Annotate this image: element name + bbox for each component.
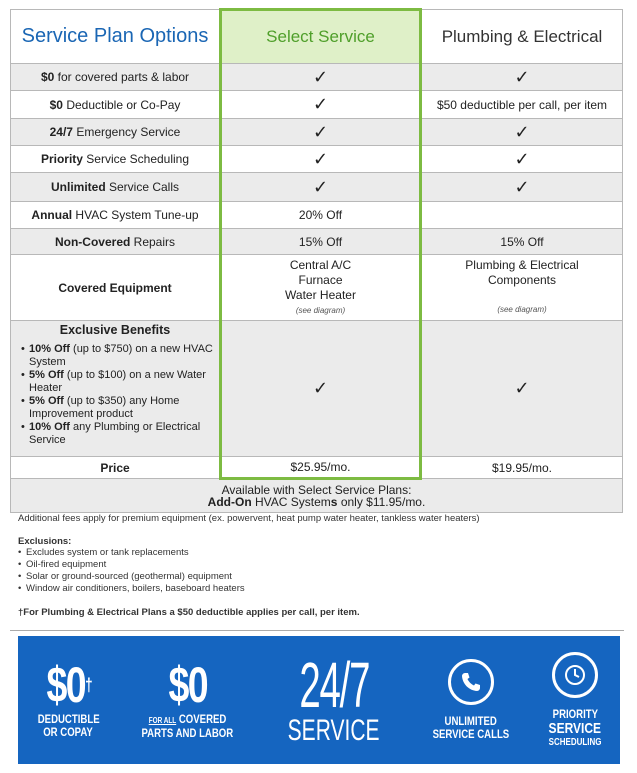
check-icon: ✓ (421, 119, 623, 146)
banner-item-24-7: 24/7 SERVICE (288, 649, 380, 747)
benefits-title: Exclusive Benefits (59, 323, 171, 337)
plan-select-service-header: Select Service (221, 10, 421, 64)
feature-label: Covered Equipment (11, 255, 221, 321)
list-item: • Solar or ground-sourced (geothermal) equipment (18, 571, 618, 583)
banner-item-parts-labor: $0 FOR ALL COVERED PARTS AND LABOR (141, 656, 234, 740)
see-diagram-note: (see diagram) (497, 305, 547, 314)
table-row (11, 173, 623, 202)
banner-item-deductible: $0† DEDUCTIBLE OR COPAY (37, 657, 100, 739)
table-title: Service Plan Options (11, 10, 221, 64)
banner-item-priority: PRIORITY SERVICE SCHEDULING (542, 652, 608, 749)
repairs-discount: 15% Off (421, 229, 623, 255)
check-icon: ✓ (221, 173, 421, 202)
table-row (11, 229, 623, 255)
list-item: • 5% Off (up to $350) any Home Improvement product (21, 395, 215, 420)
exclusions-list (18, 547, 618, 595)
phone-icon (448, 659, 494, 705)
tune-up-discount: 20% Off (221, 202, 421, 229)
table-row (11, 119, 623, 146)
table-row (11, 91, 623, 119)
clock-icon (552, 652, 598, 698)
divider (10, 630, 624, 631)
price-row (11, 457, 623, 479)
select-price: $25.95/mo. (221, 457, 421, 479)
check-icon: ✓ (221, 321, 421, 457)
see-diagram-note: (see diagram) (295, 305, 346, 315)
plan-plumbing-electrical-header: Plumbing & Electrical (421, 10, 623, 64)
benefits-list (15, 343, 215, 446)
addon-note: Available with Select Service Plans: Add-On HVAC Systems only $11.95/mo. (11, 479, 623, 513)
feature-label: 24/7 Emergency Service (11, 119, 221, 146)
check-icon: ✓ (221, 91, 421, 119)
benefits-banner (18, 636, 620, 764)
footnotes (18, 513, 618, 618)
equipment-row (11, 255, 623, 321)
plumbing-price: $19.95/mo. (421, 457, 623, 479)
feature-label: Unlimited Service Calls (11, 173, 221, 202)
addon-row (11, 479, 623, 513)
table-row (11, 202, 623, 229)
exclusions-title: Exclusions: (18, 536, 72, 547)
list-item: • Window air conditioners, boilers, baseboard heaters (18, 583, 618, 595)
fees-note: Additional fees apply for premium equipment (ex. powervent, heat pump water heater, tankless water heaters) (18, 513, 480, 524)
list-item: • Oil-fired equipment (18, 559, 618, 571)
list-item: • 10% Off (up to $750) on a new HVAC System (21, 343, 215, 368)
feature-label: $0 Deductible or Co-Pay (11, 91, 221, 119)
check-icon: ✓ (221, 64, 421, 91)
dagger-note: †For Plumbing & Electrical Plans a $50 deductible applies per call, per item. (18, 607, 360, 618)
repairs-discount: 15% Off (221, 229, 421, 255)
header-row (11, 10, 623, 64)
list-item: • 5% Off (up to $100) on a new Water Heater (21, 369, 215, 394)
table-row (11, 146, 623, 173)
check-icon: ✓ (421, 321, 623, 457)
select-equipment-list: Central A/C Furnace Water Heater (see diagram) (221, 255, 421, 321)
banner-item-unlimited: UNLIMITED SERVICE CALLS (423, 659, 519, 741)
table-row (11, 64, 623, 91)
feature-label: $0 for covered parts & labor (11, 64, 221, 91)
empty-cell (421, 202, 623, 229)
feature-label: Price (11, 457, 221, 479)
feature-label: Non-Covered Repairs (11, 229, 221, 255)
benefits-row (11, 321, 623, 457)
check-icon: ✓ (221, 119, 421, 146)
feature-label: Priority Service Scheduling (11, 146, 221, 173)
comparison-table-wrapper (10, 8, 622, 513)
check-icon: ✓ (421, 173, 623, 202)
check-icon: ✓ (421, 64, 623, 91)
exclusive-benefits (11, 321, 221, 457)
plumbing-equipment-list: Plumbing & Electrical Components (see diagram) (421, 255, 623, 321)
list-item: • Excludes system or tank replacements (18, 547, 618, 559)
comparison-table (10, 8, 623, 513)
check-icon: ✓ (221, 146, 421, 173)
check-icon: ✓ (421, 146, 623, 173)
deductible-note: $50 deductible per call, per item (421, 91, 623, 119)
list-item: • 10% Off any Plumbing or Electrical Service (21, 421, 215, 446)
feature-label: Annual HVAC System Tune-up (11, 202, 221, 229)
